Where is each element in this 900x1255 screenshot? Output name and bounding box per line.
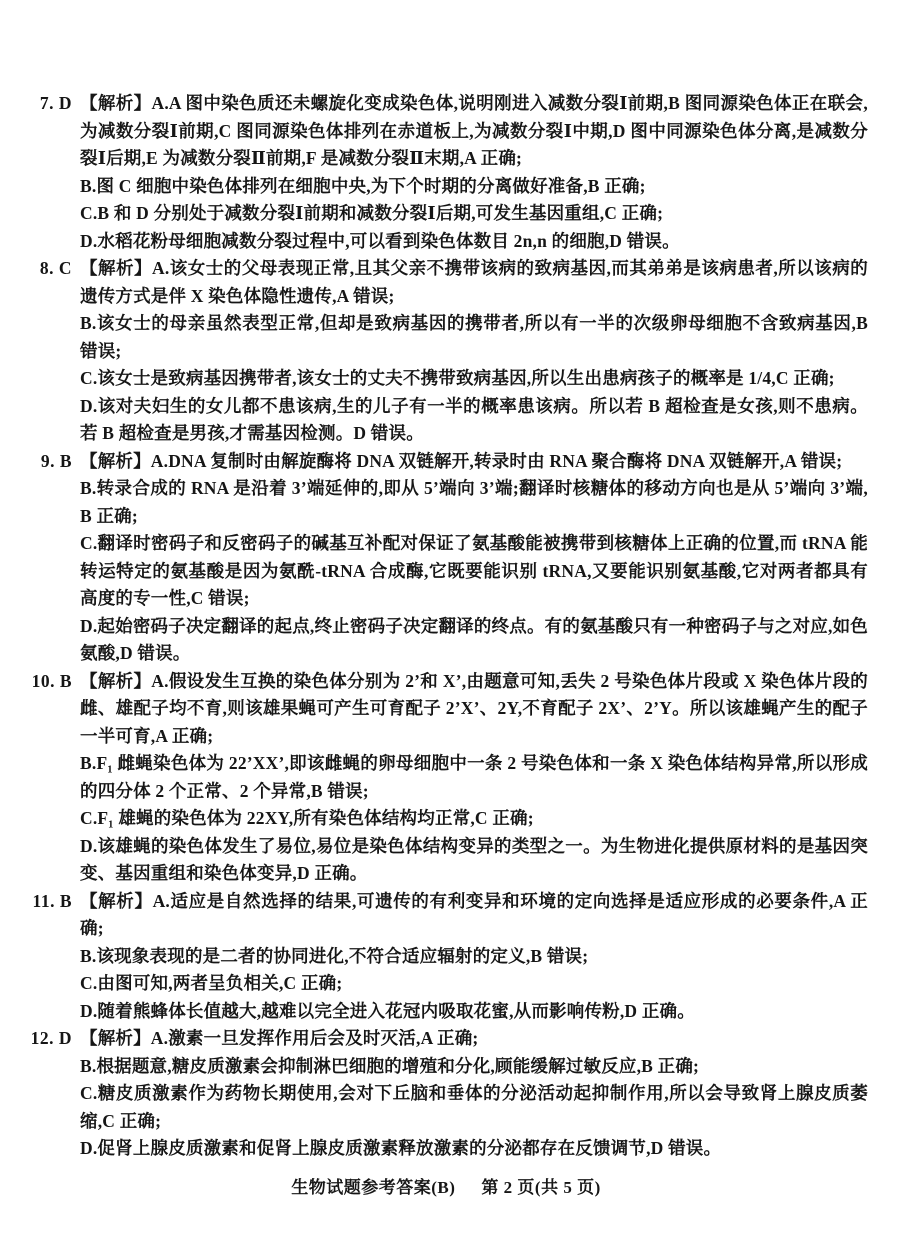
analysis-paragraph-d: D.该对夫妇生的女儿都不患该病,生的儿子有一半的概率患该病。所以若 B 超检查是女孩,则不患病。若 B 超检查是男孩,才需基因检测。D 错误。 <box>80 395 868 443</box>
page-footer <box>24 1175 868 1201</box>
analysis-paragraph-c: C.翻译时密码子和反密码子的碱基互补配对保证了氨基酸能被携带到核糖体上正确的位置,而 tRNA 能转运特定的氨基酸是因为氨酰-tRNA 合成酶,它既要能识别 tRNA,又要能识别氨基酸,它对两者都具有高度的专一性,C 错误; <box>80 533 868 608</box>
analysis-paragraph-a: 【解析】A.假设发生互换的染色体分别为 2’和 X’,由题意可知,丢失 2 号染色体片段或 X 染色体片段的雌、雄配子均不育,则该雄果蝇可产生可育配子 2’X’、2Y,不育配子 2X’、2’Y。所以该雄蝇产生的配子一半可育,A 正确; <box>80 670 868 746</box>
analysis-paragraph-a: 【解析】A.适应是自然选择的结果,可遗传的有利变异和环境的定向选择是适应形成的必要条件,A 正确; <box>80 890 868 938</box>
analysis-paragraph-d: D.该雄蝇的染色体发生了易位,易位是染色体结构变异的类型之一。为生物进化提供原材料的是基因突变、基因重组和染色体变异,D 正确。 <box>80 835 868 883</box>
analysis-paragraph-b: B.该女士的母亲虽然表型正常,但却是致病基因的携带者,所以有一半的次级卵母细胞不含致病基因,B 错误; <box>80 313 868 361</box>
analysis-paragraph-a: 【解析】A.该女士的父母表现正常,且其父亲不携带该病的致病基因,而其弟弟是该病患者,所以该病的遗传方式是伴 X 染色体隐性遗传,A 错误; <box>80 258 868 306</box>
answer-item-12 <box>24 1025 868 1163</box>
answer-analysis <box>80 1025 868 1163</box>
analysis-paragraph-d: D.随着熊蜂体长值越大,越难以完全进入花冠内吸取花蜜,从而影响传粉,D 正确。 <box>80 1000 695 1021</box>
answer-analysis <box>80 448 868 668</box>
answer-item-10 <box>24 668 868 888</box>
answer-number: 7. D <box>39 93 72 113</box>
answer-number: 11. B <box>32 890 72 911</box>
analysis-paragraph-c: C.由图可知,两者呈负相关,C 正确; <box>80 973 343 993</box>
answer-analysis <box>80 668 868 888</box>
answer-number: 10. B <box>31 670 72 691</box>
analysis-paragraph-d: D.起始密码子决定翻译的起点,终止密码子决定翻译的终点。有的氨基酸只有一种密码子与之对应,如色氨酸,D 错误。 <box>80 615 868 663</box>
answer-number: 9. B <box>40 450 72 471</box>
analysis-paragraph-b: B.根据题意,糖皮质激素会抑制淋巴细胞的增殖和分化,顾能缓解过敏反应,B 正确; <box>80 1055 700 1076</box>
analysis-paragraph-a: 【解析】A.激素一旦发挥作用后会及时灭活,A 正确; <box>80 1028 479 1048</box>
analysis-paragraph-c: C.该女士是致病基因携带者,该女士的丈夫不携带致病基因,所以生出患病孩子的概率是 1/4,C 正确; <box>80 368 835 388</box>
doc-title: 生物试题参考答案(B) <box>291 1177 456 1197</box>
answer-analysis <box>80 255 868 448</box>
analysis-paragraph-d: D.水稻花粉母细胞减数分裂过程中,可以看到染色体数目 2n,n 的细胞,D 错误。 <box>80 230 680 251</box>
analysis-paragraph-c: C.B 和 D 分别处于减数分裂Ⅰ前期和减数分裂Ⅰ后期,可发生基因重组,C 正确; <box>80 203 664 223</box>
answer-item-11 <box>24 888 868 1026</box>
analysis-paragraph-d: D.促肾上腺皮质激素和促肾上腺皮质激素释放激素的分泌都存在反馈调节,D 错误。 <box>80 1138 722 1158</box>
analysis-paragraph-b: B.F₁ 雌蝇染色体为 22’XX’,即该雌蝇的卵母细胞中一条 2 号染色体和一条 X 染色体结构异常,所以形成的四分体 2 个正常、2 个异常,B 错误; <box>80 753 868 801</box>
answer-item-8 <box>24 255 868 448</box>
answer-number: 12. D <box>30 1028 72 1048</box>
answer-item-9 <box>24 448 868 668</box>
analysis-paragraph-b: B.该现象表现的是二者的协同进化,不符合适应辐射的定义,B 错误; <box>80 945 589 966</box>
analysis-paragraph-b: B.转录合成的 RNA 是沿着 3’端延伸的,即从 5’端向 3’端;翻译时核糖体的移动方向也是从 5’端向 3’端,B 正确; <box>80 478 868 526</box>
answer-analysis <box>80 888 868 1026</box>
answer-item-7 <box>24 90 868 255</box>
analysis-paragraph-a: 【解析】A.DNA 复制时由解旋酶将 DNA 双链解开,转录时由 RNA 聚合酶将 DNA 双链解开,A 错误; <box>80 450 843 471</box>
page-indicator: 第 2 页(共 5 页) <box>481 1177 601 1197</box>
answer-analysis <box>80 90 868 255</box>
analysis-paragraph-c: C.糖皮质激素作为药物长期使用,会对下丘脑和垂体的分泌活动起抑制作用,所以会导致肾上腺皮质萎缩,C 正确; <box>80 1083 868 1131</box>
analysis-paragraph-a: 【解析】A.A 图中染色质还未螺旋化变成染色体,说明刚进入减数分裂Ⅰ前期,B 图同源染色体正在联会,为减数分裂Ⅰ前期,C 图同源染色体排列在赤道板上,为减数分裂Ⅰ中期,D 图中同源染色体分离,是减数分裂Ⅰ后期,E 为减数分裂Ⅱ前期,F 是减数分裂Ⅱ末期,A 正确; <box>80 93 868 168</box>
analysis-paragraph-b: B.图 C 细胞中染色体排列在细胞中央,为下个时期的分离做好准备,B 正确; <box>80 175 646 196</box>
answer-number: 8. C <box>39 258 72 278</box>
analysis-paragraph-c: C.F₁ 雄蝇的染色体为 22XY,所有染色体结构均正常,C 正确; <box>80 808 534 828</box>
